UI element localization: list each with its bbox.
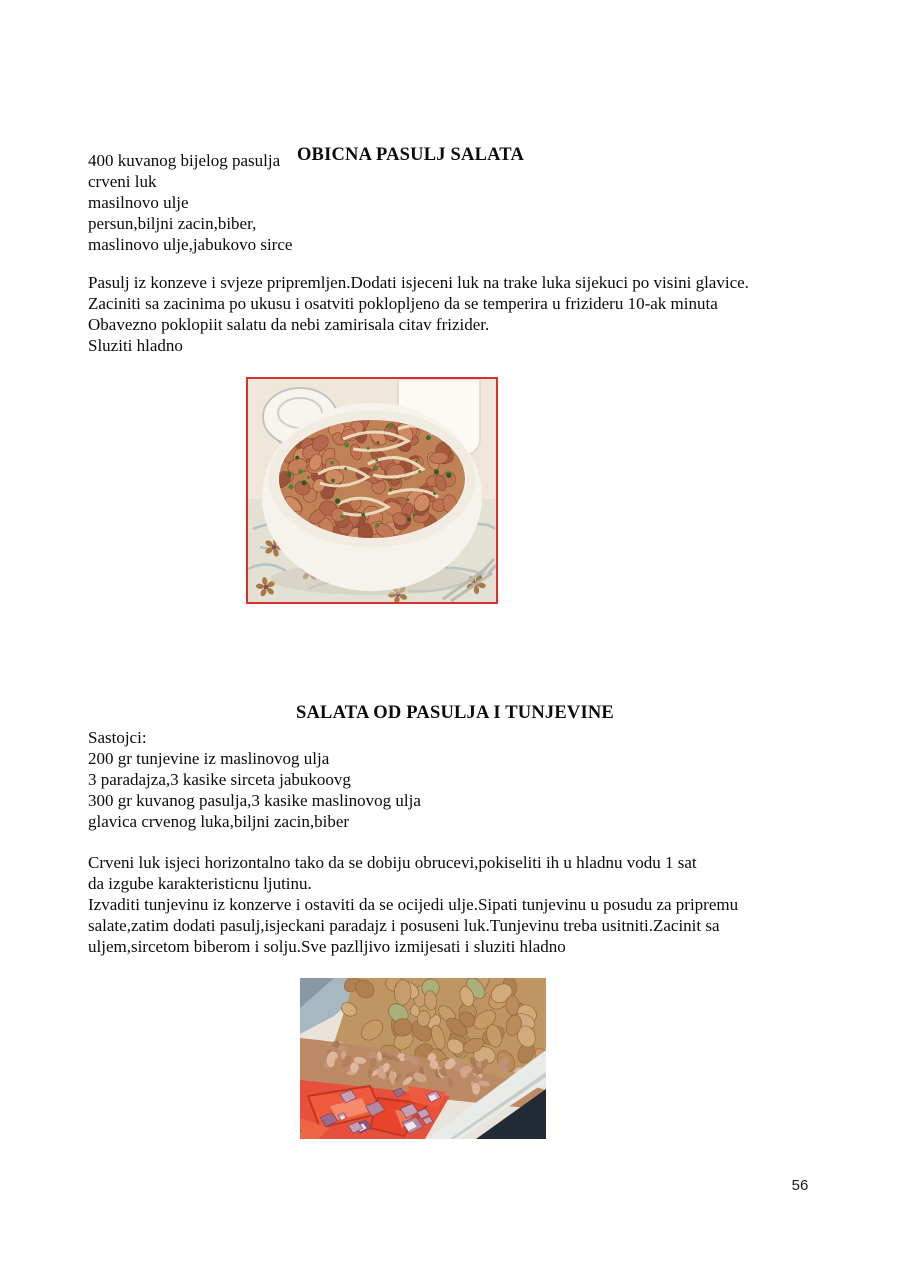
instruction-line: Izvaditi tunjevinu iz konzerve i ostaviti da se ocijedi ulje.Sipati tunjevinu u posudu za pripremu xyxy=(88,895,739,914)
instruction-line: da izgube karakteristicnu ljutinu. xyxy=(88,874,312,893)
ingredient-line: 300 gr kuvanog pasulja,3 kasike maslinovog ulja xyxy=(88,791,421,810)
recipe2-ingredient-list xyxy=(88,727,421,832)
page-number: 56 xyxy=(791,1177,809,1194)
bean-salad-bowl-photo xyxy=(246,377,498,604)
instruction-line: Zaciniti sa zacinima po ukusu i osatviti poklopljeno da se temperira u frizideru 10-ak minuta xyxy=(88,294,718,313)
instruction-line: Sluziti hladno xyxy=(88,336,183,355)
recipe2-instructions xyxy=(88,852,738,957)
bean-tuna-salad-illustration xyxy=(300,978,546,1139)
instruction-line: uljem,sircetom biberom i solju.Sve pazlljivo izmijesati i sluziti hladno xyxy=(88,937,566,956)
ingredients-label: Sastojci: xyxy=(88,728,147,747)
instruction-line: Crveni luk isjeci horizontalno tako da se dobiju obrucevi,pokiseliti ih u hladnu vodu 1 sat xyxy=(88,853,697,872)
ingredient-line: glavica crvenog luka,biljni zacin,biber xyxy=(88,812,350,831)
bean-tuna-salad-photo xyxy=(300,978,546,1139)
ingredient-line: crveni luk xyxy=(88,172,157,191)
recipe1-instructions xyxy=(88,272,749,356)
ingredient-line: masilnovo ulje xyxy=(88,193,189,212)
ingredient-line: maslinovo ulje,jabukovo sirce xyxy=(88,235,293,254)
bean-salad-bowl-illustration xyxy=(248,379,496,602)
recipe1-ingredient-list xyxy=(88,150,292,255)
recipe1-title: OBICNA PASULJ SALATA xyxy=(296,145,525,166)
ingredient-line: 200 gr tunjevine iz maslinovog ulja xyxy=(88,749,330,768)
instruction-line: Obavezno poklopiit salatu da nebi zamirisala citav frizider. xyxy=(88,315,490,334)
ingredient-line: persun,biljni zacin,biber, xyxy=(88,214,257,233)
instruction-line: Pasulj iz konzeve i svjeze pripremljen.Dodati isjeceni luk na trake luka sijekuci po visini glavice. xyxy=(88,273,749,292)
instruction-line: salate,zatim dodati pasulj,isjeckani paradajz i posuseni luk.Tunjevinu treba usitniti.Zacinit sa xyxy=(88,916,720,935)
ingredient-line: 3 paradajza,3 kasike sirceta jabukoovg xyxy=(88,770,351,789)
ingredient-line: 400 kuvanog bijelog pasulja xyxy=(88,151,281,170)
recipe2-title: SALATA OD PASULJA I TUNJEVINE xyxy=(296,703,614,724)
